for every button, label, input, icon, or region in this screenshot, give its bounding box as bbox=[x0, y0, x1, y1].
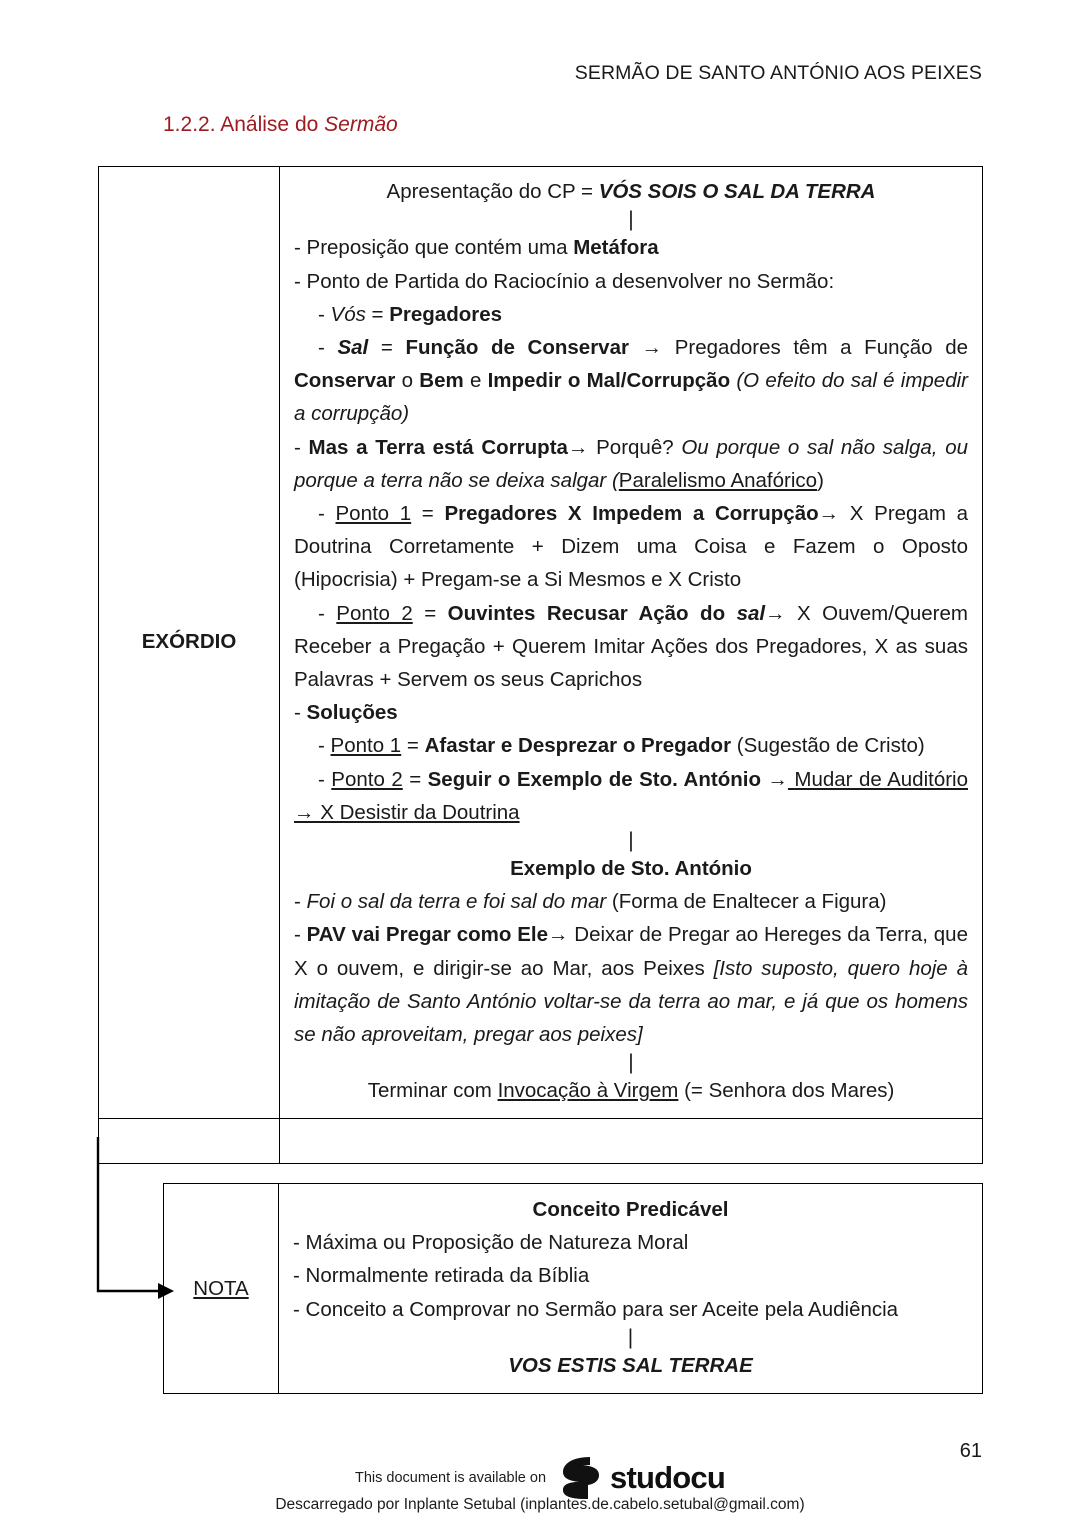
line10-underlined-1: Ponto 2 bbox=[331, 767, 403, 791]
exordio-subtitle: Exemplo de Sto. António bbox=[510, 857, 752, 881]
line5-plain: Porquê? bbox=[588, 435, 682, 459]
exordio-line-3 bbox=[294, 298, 968, 331]
nota-label-cell bbox=[164, 1184, 279, 1394]
line13-plain-2: (= Senhora dos Mares) bbox=[678, 1079, 895, 1103]
exordio-line-11 bbox=[294, 885, 968, 918]
arrow-icon: → bbox=[767, 767, 788, 791]
line3-dash: - bbox=[318, 302, 331, 326]
line11-italic: Foi o sal da terra e foi sal do mar bbox=[306, 890, 607, 914]
nota-label-text: NOTA bbox=[193, 1276, 249, 1300]
available-on-text: This document is available on bbox=[355, 1470, 547, 1486]
line3-italic: Vós bbox=[330, 302, 366, 326]
line9-eq: = bbox=[401, 734, 425, 758]
download-attribution: Descarregado por Inplante Setubal (inplantes.de.cabelo.setubal@gmail.com) bbox=[275, 1496, 805, 1513]
pipe-connector-3: | bbox=[628, 1051, 634, 1075]
line7-dash: - bbox=[318, 601, 337, 625]
exordio-line-1 bbox=[294, 231, 968, 264]
line4-bold-1: Função de Conservar bbox=[405, 335, 629, 359]
line10-bold: Seguir o Exemplo de Sto. António bbox=[427, 767, 761, 791]
studocu-watermark bbox=[0, 1455, 1080, 1501]
line10-dash: - bbox=[318, 767, 332, 791]
line7-plain: X Ouvem/Querem Receber a Pregação + Querem Imitar Ações dos Pregadores, X as suas Palavras + Servem os seus Caprichos bbox=[294, 601, 968, 691]
line4-plain-1: Pregadores têm a Função de bbox=[662, 335, 968, 359]
exordio-line-12 bbox=[294, 918, 968, 1051]
exordio-title-emph: VÓS SOIS O SAL DA TERRA bbox=[598, 180, 876, 203]
nota-body-cell bbox=[279, 1184, 983, 1394]
exordio-table bbox=[98, 166, 983, 1164]
line6-dash: - bbox=[318, 501, 336, 525]
arrow-icon: → bbox=[765, 601, 786, 625]
line7-bold-italic: sal bbox=[736, 601, 766, 625]
arrow-icon: → bbox=[567, 435, 589, 459]
arrow-icon: → bbox=[547, 923, 569, 947]
line5-paren-open: ( bbox=[606, 468, 619, 492]
line1-bold: Metáfora bbox=[573, 236, 659, 260]
line10-underlined-3: X Desistir da Doutrina bbox=[314, 800, 520, 824]
table-row-spacer bbox=[99, 1118, 983, 1163]
exordio-line-2: - Ponto de Partida do Raciocínio a desenvolver no Sermão: bbox=[294, 269, 835, 293]
exordio-line-6 bbox=[294, 497, 968, 597]
line6-eq: = bbox=[411, 501, 445, 525]
line4-space bbox=[629, 336, 642, 359]
section-number: 1.2.2. bbox=[163, 113, 216, 136]
studocu-logo bbox=[560, 1455, 725, 1501]
line4-bold-italic: Sal bbox=[337, 335, 369, 359]
exordio-title-prefix: Apresentação do CP = bbox=[386, 180, 599, 203]
section-label: Análise do bbox=[220, 113, 319, 136]
arrow-icon: → bbox=[818, 501, 840, 525]
studocu-brand-text: studocu bbox=[610, 1460, 725, 1495]
line10-eq: = bbox=[402, 767, 428, 791]
exordio-body-cell bbox=[280, 167, 983, 1119]
table-row-exordio bbox=[99, 167, 983, 1119]
line12-dash: - bbox=[294, 923, 307, 947]
line8-dash: - bbox=[294, 701, 307, 725]
nota-bullet-2: - Normalmente retirada da Bíblia bbox=[293, 1264, 590, 1288]
line6-bold: Pregadores X Impedem a Corrupção bbox=[444, 501, 819, 525]
nota-title: Conceito Predicável bbox=[532, 1198, 729, 1221]
line4-dash: - bbox=[318, 335, 338, 359]
line10-underlined-2: Mudar de Auditório bbox=[794, 767, 969, 791]
exordio-line-4 bbox=[294, 331, 968, 431]
line11-plain: (Forma de Enaltecer a Figura) bbox=[606, 890, 887, 914]
line12-italic-quote: [Isto suposto, quero hoje à imitação de Santo António voltar-se da terra ao mar, e já que os homens se não aproveitam, pregar aos peixes] bbox=[294, 956, 969, 1047]
line4-bold-3: Bem bbox=[419, 369, 464, 393]
exordio-line-8 bbox=[294, 696, 968, 729]
line6-underlined: Ponto 1 bbox=[335, 501, 412, 525]
nota-bullet-3: - Conceito a Comprovar no Sermão para ser Aceite pela Audiência bbox=[293, 1297, 899, 1321]
line3-bold: Pregadores bbox=[389, 302, 503, 326]
exordio-line-13 bbox=[294, 1074, 968, 1107]
exordio-title-line bbox=[294, 175, 968, 208]
pipe-connector-2: | bbox=[628, 828, 634, 852]
section-italic-word: Sermão bbox=[324, 113, 398, 136]
line4-bold-4: Impedir o Mal/Corrupção bbox=[487, 369, 731, 393]
nota-conclusion: VOS ESTIS SAL TERRAE bbox=[508, 1353, 753, 1377]
line8-bold: Soluções bbox=[306, 701, 398, 725]
line4-plain-2: o bbox=[395, 369, 420, 393]
line11-dash: - bbox=[294, 890, 307, 914]
studocu-mark-icon bbox=[560, 1455, 602, 1501]
table-row-nota bbox=[164, 1184, 983, 1394]
nota-table bbox=[163, 1183, 983, 1394]
studocu-row bbox=[355, 1455, 725, 1501]
line4-italic-tail: (O efeito do sal é impedir a corrupção) bbox=[294, 369, 968, 426]
line4-bold-2: Conservar bbox=[294, 369, 396, 393]
line4-plain-3: e bbox=[463, 369, 488, 393]
arrow-icon: → bbox=[641, 335, 663, 359]
spacer-body-cell bbox=[280, 1118, 983, 1163]
page-title bbox=[163, 113, 398, 137]
exordio-line-9 bbox=[294, 729, 968, 762]
line3-eq: = bbox=[365, 302, 390, 326]
arrow-icon: → bbox=[294, 800, 315, 824]
line9-dash: - bbox=[318, 734, 331, 758]
line13-plain-1: Terminar com bbox=[367, 1079, 498, 1103]
line9-bold: Afastar e Desprezar o Pregador bbox=[424, 734, 732, 758]
exordio-line-10 bbox=[294, 763, 968, 829]
line6-plain: X Pregam a Doutrina Corretamente + Dizem uma Coisa e Fazem o Oposto (Hipocrisia) + Pregam-se a Si Mesmos e X Cristo bbox=[294, 501, 968, 592]
line1-text: - Preposição que contém uma bbox=[294, 236, 574, 260]
line9-plain: (Sugestão de Cristo) bbox=[731, 734, 925, 758]
running-header-title: SERMÃO DE SANTO ANTÓNIO AOS PEIXES bbox=[574, 62, 982, 84]
line5-paren-close: ) bbox=[817, 468, 824, 492]
line5-dash: - bbox=[294, 435, 309, 459]
line4-eq: = bbox=[368, 335, 406, 359]
line12-plain: Deixar de Pregar ao Hereges da Terra, que X o ouvem, e dirigir-se ao Mar, aos Peixes bbox=[294, 923, 968, 980]
exordio-label-cell: EXÓRDIO bbox=[99, 167, 280, 1119]
page-number: 61 bbox=[959, 1440, 982, 1462]
pipe-connector-4: | bbox=[627, 1325, 634, 1349]
pipe-connector-1: | bbox=[628, 208, 634, 232]
line7-eq: = bbox=[412, 601, 448, 625]
line13-underlined: Invocação à Virgem bbox=[497, 1079, 679, 1103]
exordio-line-7 bbox=[294, 597, 968, 697]
line7-bold: Ouvintes Recusar Ação do bbox=[447, 601, 737, 625]
nota-bullet-1: - Máxima ou Proposição de Natureza Moral bbox=[293, 1231, 689, 1255]
spacer-label-cell bbox=[99, 1118, 280, 1163]
line5-italic: Ou porque o sal não salga, ou porque a terra não se deixa salgar bbox=[294, 435, 969, 492]
line5-underlined: Paralelismo Anafórico bbox=[618, 468, 818, 492]
line9-underlined: Ponto 1 bbox=[330, 734, 402, 758]
exordio-line-5 bbox=[294, 431, 968, 497]
line7-underlined: Ponto 2 bbox=[336, 601, 413, 625]
line5-bold: Mas a Terra está Corrupta bbox=[308, 435, 568, 459]
line12-bold: PAV vai Pregar como Ele bbox=[306, 923, 548, 947]
